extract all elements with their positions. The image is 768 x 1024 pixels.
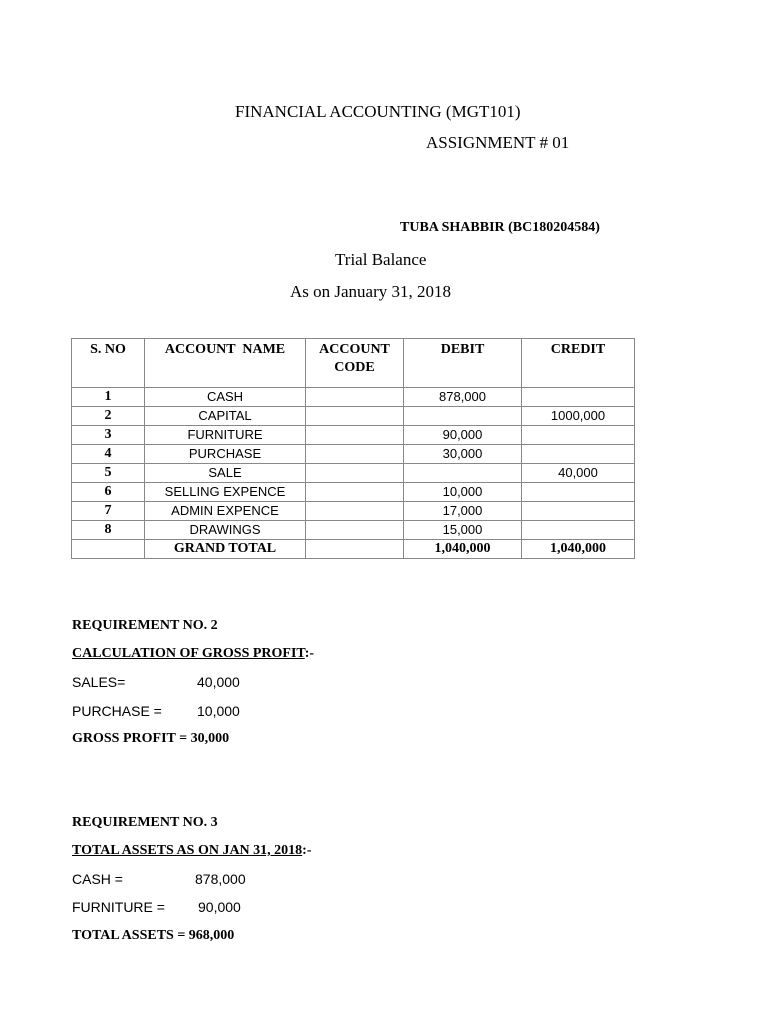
header-account-code: ACCOUNT CODE xyxy=(306,339,404,388)
header-account-name: ACCOUNT NAME xyxy=(145,339,306,388)
req3-subheading-text: TOTAL ASSETS AS ON JAN 31, 2018 xyxy=(72,843,303,858)
sales-label: SALES= xyxy=(72,674,126,690)
header-sno: S. NO xyxy=(72,339,145,388)
purchase-label: PURCHASE = xyxy=(72,703,162,719)
row-debit xyxy=(404,407,522,426)
table-row xyxy=(72,407,635,426)
course-title: FINANCIAL ACCOUNTING (MGT101) xyxy=(235,102,521,121)
row-credit xyxy=(522,483,635,502)
row-credit xyxy=(522,502,635,521)
row-account-name: PURCHASE xyxy=(145,445,306,464)
row-account-code xyxy=(306,464,404,483)
row-account-name: CAPITAL xyxy=(145,407,306,426)
table-row xyxy=(72,445,635,464)
row-credit xyxy=(522,388,635,407)
header-credit: CREDIT xyxy=(522,339,635,388)
row-account-code xyxy=(306,483,404,502)
row-account-code xyxy=(306,407,404,426)
req2-subheading-suffix: :- xyxy=(304,646,315,661)
table-header-row xyxy=(72,339,635,388)
row-credit xyxy=(522,445,635,464)
row-credit: 1000,000 xyxy=(522,407,635,426)
req3-heading: REQUIREMENT NO. 3 xyxy=(72,815,218,830)
req3-subheading-suffix: :- xyxy=(302,843,312,858)
row-sno: 6 xyxy=(72,483,145,502)
header-debit: DEBIT xyxy=(404,339,522,388)
row-credit xyxy=(522,521,635,540)
row-account-name: SALE xyxy=(145,464,306,483)
row-credit: 40,000 xyxy=(522,464,635,483)
furniture-label: FURNITURE = xyxy=(72,899,165,915)
row-sno: 4 xyxy=(72,445,145,464)
req2-subheading xyxy=(72,646,314,662)
grand-total-debit: 1,040,000 xyxy=(404,540,522,559)
row-debit: 15,000 xyxy=(404,521,522,540)
req2-subheading-text: CALCULATION OF GROSS PROFIT xyxy=(72,646,305,661)
gross-profit-result: GROSS PROFIT = 30,000 xyxy=(72,731,230,746)
row-debit: 17,000 xyxy=(404,502,522,521)
cash-label: CASH = xyxy=(72,871,123,887)
grand-total-row xyxy=(72,540,635,559)
total-code-cell xyxy=(306,540,404,559)
cash-value: 878,000 xyxy=(195,871,246,887)
row-account-code xyxy=(306,388,404,407)
grand-total-label: GRAND TOTAL xyxy=(145,540,306,559)
grand-total-credit: 1,040,000 xyxy=(522,540,635,559)
row-sno: 5 xyxy=(72,464,145,483)
row-debit: 30,000 xyxy=(404,445,522,464)
row-sno: 8 xyxy=(72,521,145,540)
row-account-code xyxy=(306,426,404,445)
row-account-name: FURNITURE xyxy=(145,426,306,445)
trial-balance-date: As on January 31, 2018 xyxy=(290,282,452,301)
table-row xyxy=(72,388,635,407)
row-debit xyxy=(404,464,522,483)
table-row xyxy=(72,426,635,445)
row-account-code xyxy=(306,445,404,464)
row-sno: 1 xyxy=(72,388,145,407)
purchase-value: 10,000 xyxy=(197,703,240,719)
row-account-name: DRAWINGS xyxy=(145,521,306,540)
table-row xyxy=(72,483,635,502)
row-account-name: CASH xyxy=(145,388,306,407)
row-debit: 90,000 xyxy=(404,426,522,445)
total-assets-result: TOTAL ASSETS = 968,000 xyxy=(72,928,235,943)
assignment-title: ASSIGNMENT # 01 xyxy=(426,133,570,152)
req3-subheading xyxy=(72,843,312,859)
row-account-name: ADMIN EXPENCE xyxy=(145,502,306,521)
row-debit: 878,000 xyxy=(404,388,522,407)
total-sno-cell xyxy=(72,540,145,559)
furniture-value: 90,000 xyxy=(198,899,241,915)
row-account-code xyxy=(306,521,404,540)
row-sno: 2 xyxy=(72,407,145,426)
student-name: TUBA SHABBIR (BC180204584) xyxy=(400,220,600,235)
table-row xyxy=(72,521,635,540)
row-account-name: SELLING EXPENCE xyxy=(145,483,306,502)
table-row xyxy=(72,464,635,483)
table-row xyxy=(72,502,635,521)
row-debit: 10,000 xyxy=(404,483,522,502)
row-sno: 3 xyxy=(72,426,145,445)
trial-balance-table xyxy=(71,338,635,559)
row-credit xyxy=(522,426,635,445)
row-sno: 7 xyxy=(72,502,145,521)
sales-value: 40,000 xyxy=(197,674,240,690)
row-account-code xyxy=(306,502,404,521)
req2-heading: REQUIREMENT NO. 2 xyxy=(72,618,218,633)
trial-balance-title: Trial Balance xyxy=(335,250,427,269)
